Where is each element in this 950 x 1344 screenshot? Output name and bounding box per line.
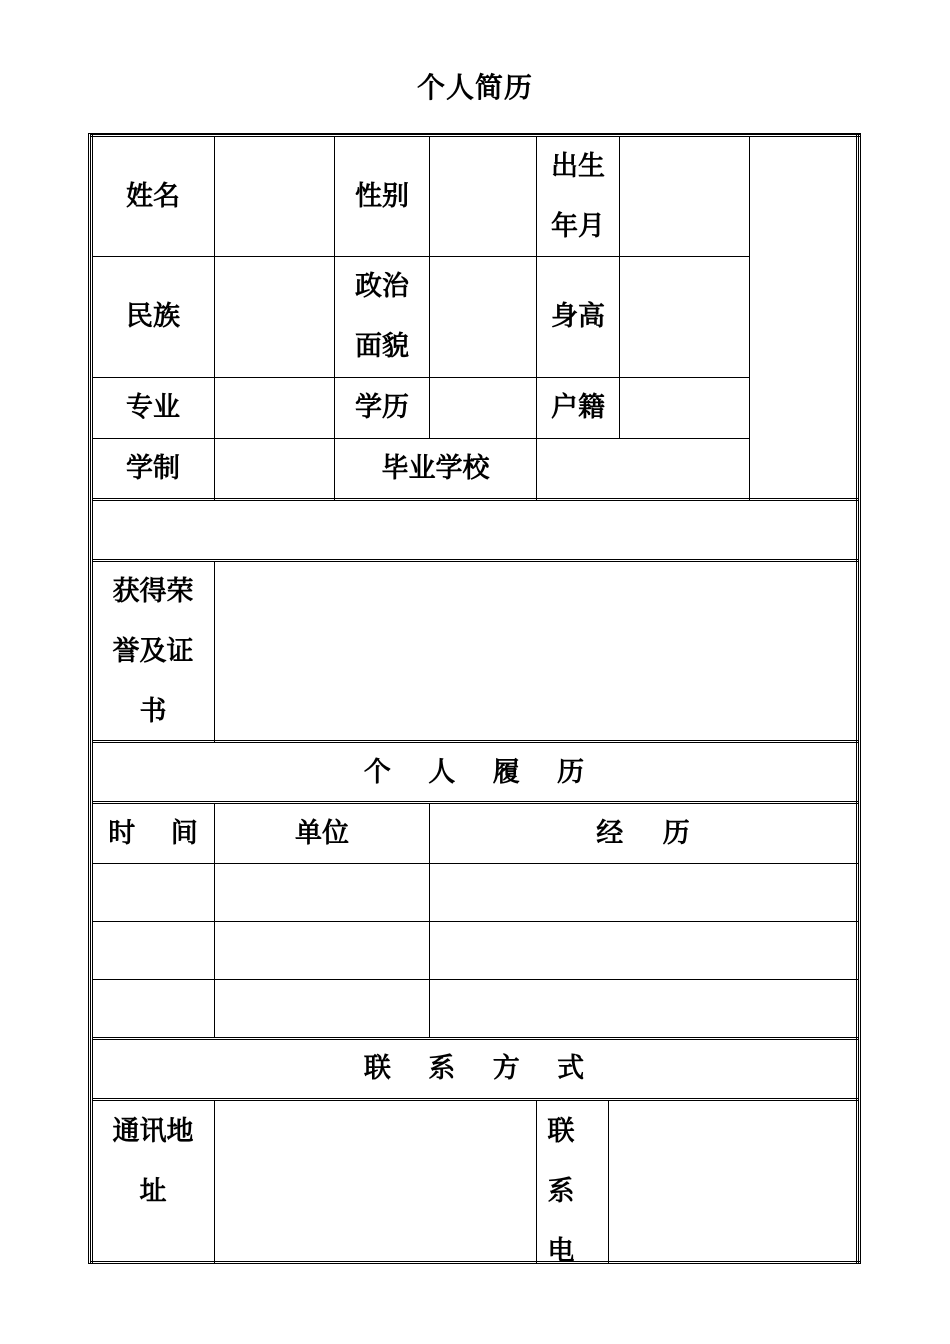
gender-label-cell xyxy=(335,137,429,256)
honors-label-line2: 誉及证 xyxy=(112,635,194,667)
political-value-cell[interactable] xyxy=(430,257,536,377)
address-value-cell[interactable] xyxy=(215,1102,536,1261)
address-label-line1: 通讯地 xyxy=(112,1116,194,1147)
ethnicity-label: 民族 xyxy=(126,301,180,332)
resume-row-1-unit[interactable] xyxy=(215,864,429,921)
resume-row-3-unit[interactable] xyxy=(215,980,429,1037)
hukou-value-cell[interactable] xyxy=(620,378,749,438)
right-border xyxy=(856,135,859,1263)
phone-label-line1: 联 xyxy=(547,1116,575,1147)
contact-section-title: 联 系 方 式 xyxy=(363,1053,585,1084)
col-unit-label: 单位 xyxy=(295,817,349,849)
height-label: 身高 xyxy=(551,301,605,332)
phone-label-line2: 系 xyxy=(547,1176,575,1207)
ethnicity-label-cell xyxy=(92,257,214,377)
resume-row-2-experience[interactable] xyxy=(430,922,856,979)
name-value-cell[interactable] xyxy=(215,137,334,256)
political-label-cell xyxy=(335,257,429,377)
major-value-cell[interactable] xyxy=(215,378,334,438)
resume-section-title: 个 人 履 历 xyxy=(363,756,585,788)
resume-row-1-time[interactable] xyxy=(92,864,214,921)
address-label-line2: 址 xyxy=(139,1176,167,1207)
education-value-cell[interactable] xyxy=(430,378,536,438)
duration-value-cell[interactable] xyxy=(215,439,334,498)
duration-label-cell xyxy=(92,439,214,498)
name-label-cell xyxy=(92,137,214,256)
resume-row-1-experience[interactable] xyxy=(430,864,856,921)
gender-value-cell[interactable] xyxy=(430,137,536,256)
address-label-cell xyxy=(92,1102,214,1261)
education-label-cell xyxy=(335,378,429,438)
political-label-line2: 面貌 xyxy=(355,331,409,362)
school-label: 毕业学校 xyxy=(381,452,490,484)
major-label: 专业 xyxy=(126,392,180,423)
birth-label-line1: 出生 xyxy=(551,150,605,182)
honors-label-line1: 获得荣 xyxy=(112,575,194,607)
resume-row-2-time[interactable] xyxy=(92,922,214,979)
col-time-header xyxy=(92,804,214,863)
col-unit-header xyxy=(215,804,429,863)
contact-section-header xyxy=(92,1040,856,1098)
height-value-cell[interactable] xyxy=(620,257,749,377)
hukou-label: 户籍 xyxy=(551,392,605,423)
political-label-line1: 政治 xyxy=(355,271,409,302)
resume-section-header xyxy=(92,744,856,801)
page-title: 个人简历 xyxy=(416,71,533,104)
school-value-cell[interactable] xyxy=(537,439,749,498)
phone-value-cell[interactable] xyxy=(609,1102,856,1261)
resume-row-3-time[interactable] xyxy=(92,980,214,1037)
birth-label-line2: 年月 xyxy=(551,210,605,242)
phone-label-cell xyxy=(537,1102,585,1267)
photo-cell[interactable] xyxy=(750,137,856,498)
col-experience-header xyxy=(430,804,856,863)
education-label: 学历 xyxy=(355,392,409,423)
major-label-cell xyxy=(92,378,214,438)
school-label-cell xyxy=(335,439,536,498)
birth-value-cell[interactable] xyxy=(620,137,749,256)
resume-row-3-experience[interactable] xyxy=(430,980,856,1037)
bottom-border xyxy=(90,1261,860,1264)
hukou-label-cell xyxy=(537,378,619,438)
ethnicity-value-cell[interactable] xyxy=(215,257,334,377)
duration-label: 学制 xyxy=(126,452,180,484)
grid-line xyxy=(92,559,858,562)
height-label-cell xyxy=(537,257,619,377)
birth-label-cell xyxy=(537,137,619,256)
blank-row[interactable] xyxy=(92,502,856,559)
honors-value-cell[interactable] xyxy=(215,563,856,740)
resume-row-2-unit[interactable] xyxy=(215,922,429,979)
phone-label-line3: 电 xyxy=(547,1236,575,1267)
gender-label: 性别 xyxy=(355,180,409,212)
name-label: 姓名 xyxy=(126,180,180,212)
col-experience-label: 经 历 xyxy=(596,817,690,849)
col-time-label: 时 间 xyxy=(108,817,198,849)
honors-label-cell xyxy=(92,563,214,740)
honors-label-line3: 书 xyxy=(139,695,167,727)
